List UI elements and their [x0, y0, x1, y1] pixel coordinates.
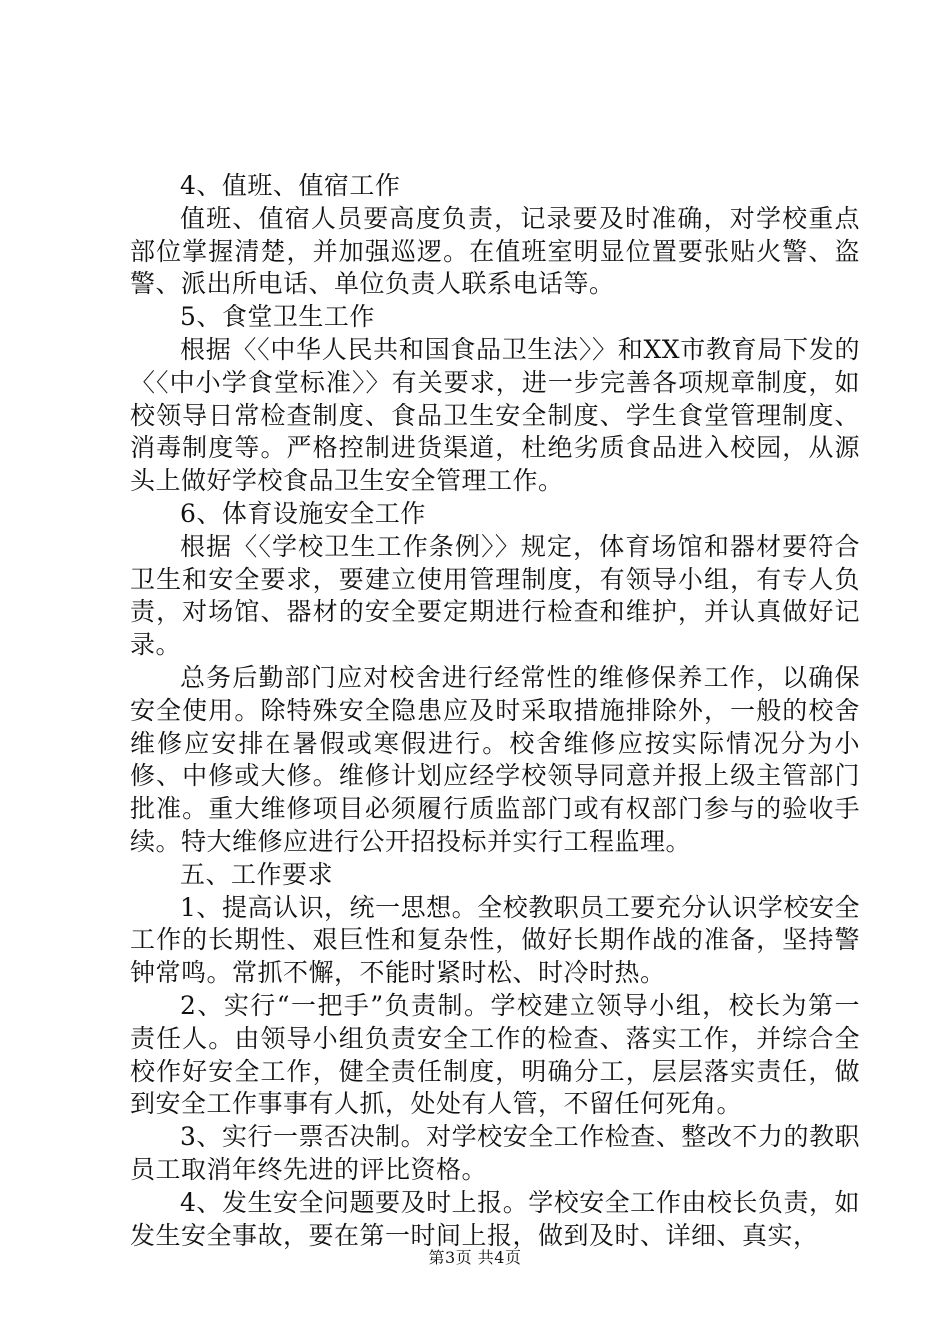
paragraph-sports-facility-safety: 根据〈〈学校卫生工作条例〉〉规定，体育场馆和器材要符合卫生和安全要求，要建立使用管理制度，有领导小组，有专人负责，对场馆、器材的安全要定期进行检查和维护，并认真做好记录。: [130, 531, 860, 660]
heading-canteen-hygiene: 5、食堂卫生工作: [180, 302, 375, 332]
paragraph-requirement-3: 3、实行一票否决制。对学校安全工作检查、整改不力的教职员工取消年终先进的评比资格。: [130, 1122, 860, 1184]
paragraph-building-maintenance: 总务后勤部门应对校舍进行经常性的维修保养工作，以确保安全使用。除特殊安全隐患应及时采取措施排除外，一般的校舍维修应安排在暑假或寒假进行。校舍维修应按实际情况分为小修、中修或大修。维修计划应经学校领导同意并报上级主管部门批准。重大维修项目必须履行质监部门或有权部门参与的验收手续。特大维修应进行公开招投标并实行工程监理。: [130, 662, 860, 856]
heading-sports-facility-safety: 6、体育设施安全工作: [180, 498, 426, 528]
heading-duty-work: 4、值班、值宿工作: [180, 171, 401, 200]
heading-work-requirements: 五、工作要求: [180, 859, 334, 889]
paragraph-requirement-4: 4、发生安全问题要及时上报。学校安全工作由校长负责，如发生安全事故，要在第一时间上报，做到及时、详细、真实，: [130, 1187, 860, 1250]
page-number-footer: 第3页 共4页: [428, 1248, 522, 1267]
document-body: [130, 170, 860, 1252]
paragraph-requirement-2: 2、实行“一把手”负责制。学校建立领导小组，校长为第一责任人。由领导小组负责安全工作的检查、落实工作，并综合全校作好安全工作，健全责任制度，明确分工，层层落实责任，做到安全工作事事有人抓，处处有人管，不留任何死角。: [130, 990, 860, 1119]
paragraph-duty-work: 值班、值宿人员要高度负责，记录要及时准确，对学校重点部位掌握清楚，并加强巡逻。在值班室明显位置要张贴火警、盗警、派出所电话、单位负责人联系电话等。: [130, 203, 860, 299]
paragraph-canteen-hygiene: 根据〈〈中华人民共和国食品卫生法〉〉和XX市教育局下发的〈〈中小学食堂标准〉〉有关要求，进一步完善各项规章制度，如校领导日常检查制度、食品卫生安全制度、学生食堂管理制度、消毒制度等。严格控制进货渠道，杜绝劣质食品进入校园，从源头上做好学校食品卫生安全管理工作。: [130, 334, 860, 496]
paragraph-requirement-1: 1、提高认识，统一思想。全校教职员工要充分认识学校安全工作的长期性、艰巨性和复杂性，做好长期作战的准备，坚持警钟常鸣。常抓不懈，不能时紧时松、时冷时热。: [130, 892, 860, 988]
